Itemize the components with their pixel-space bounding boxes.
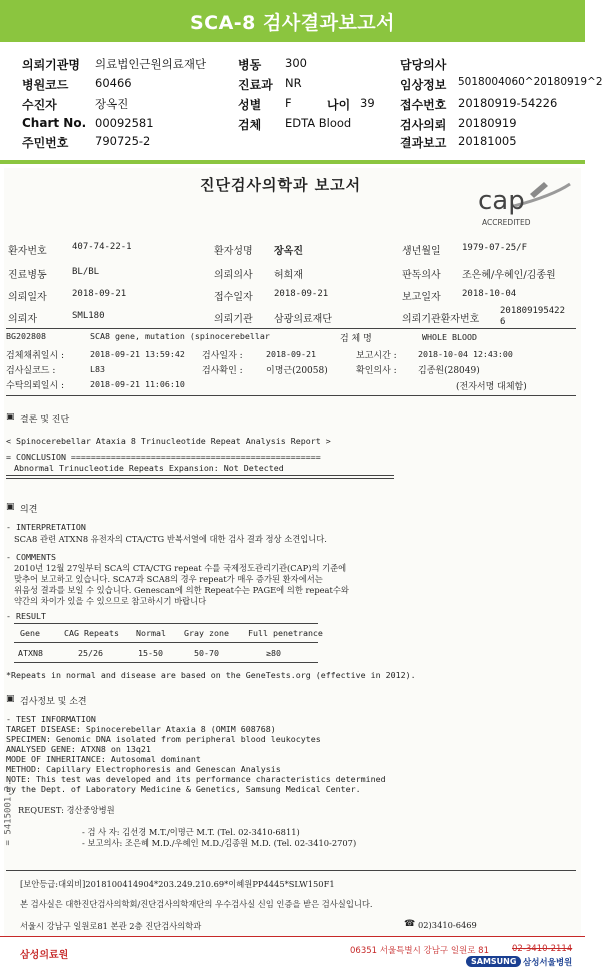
test-info-line: ANALYSED GENE: ATXN8 on 13q21 [6,744,151,754]
info-label: 수진자 [22,98,57,112]
conclusion-head: = CONCLUSION ================================================== [6,452,321,462]
comment-line: 약간의 차이가 있을 수 있으므로 참고하시기 바랍니다 [14,596,207,606]
info-value: 300 [285,56,307,70]
comment-line: 2010년 12월 27일부터 SCA의 CTA/CTG repeat 수를 국제정도관리기관(CAP)의 기준에 [14,563,347,573]
test-info-line: NOTE: This test was developed and its performance characteristics determined [6,774,386,784]
patient-value: 407-74-22-1 [72,242,132,252]
patient-label: 보고일자 [402,292,441,303]
info-label: 접수번호 [400,98,447,112]
report-header [0,0,585,42]
specimen-value: WHOLE BLOOD [422,332,477,342]
security-line: [보안등급:대외비]2018100414904*203.249.210.69*이혜원PP4445*SLW150F1 [20,879,335,889]
test-value: 이명근(20058) [266,366,328,376]
table-cell: 50-70 [194,648,219,658]
footer-tel: 02-3410-2114 [512,944,573,954]
info-label: 성별 [238,98,262,112]
section-bullet-icon: ▣ [6,412,15,422]
patient-label: 환자성명 [214,246,253,257]
section-heading: 의견 [20,505,38,515]
info-value: 장옥진 [95,97,129,111]
info-label: 담당의사 [400,58,447,72]
table-header: CAG Repeats [64,628,119,638]
info-label: 나이 [327,98,351,112]
info-value: 5018004060^20180919^2 [458,76,603,88]
patient-label: 의뢰의사 [214,270,253,281]
cert-line: 본 검사실은 대한진단검사의학회/진단검사의학재단의 우수검사실 신임 인증을 받은 검사실입니다. [20,899,373,909]
test-info-line: - TEST INFORMATION [6,714,96,724]
patient-label: 진료병동 [8,270,47,281]
scanned-report [4,168,581,966]
test-value: 2018-10-04 12:43:00 [418,349,513,359]
info-label: 의뢰기관명 [22,58,80,72]
table-header: Full penetrance [248,628,323,638]
info-label: 검사의뢰 [400,118,447,132]
test-label: 수탁의뢰일시 : [6,381,65,391]
info-label: 주민번호 [22,136,69,150]
phone-icon: ☎ [404,919,416,929]
patient-label: 의뢰일자 [8,292,47,303]
patient-label: 접수일자 [214,292,253,303]
report-subtitle: < Spinocerebellar Ataxia 8 Trinucleotide Repeat Analysis Report > [6,436,331,446]
info-label: 병동 [238,58,262,72]
footer-address: 06351 서울특별시 강남구 일원로 81 [350,946,489,956]
info-value: 790725-2 [95,134,151,148]
info-value: 20180919 [458,116,517,130]
specimen-label: 검 체 명 [340,334,372,344]
patient-value: 6 [500,317,506,327]
test-info-line: by the Dept. of Laboratory Medicine & Genetics, Samsung Medical Center. [6,784,361,794]
comments-head: - COMMENTS [6,552,56,562]
patient-label: 환자번호 [8,246,47,257]
patient-label: 생년월일 [402,246,441,257]
table-header: Gray zone [184,628,229,638]
staff-line: - 검 사 자: 김선경 M.T./이명근 M.T. (Tel. 02-3410-6811) [82,827,300,837]
test-info-line: SPECIMEN: Genomic DNA isolated from peripheral blood leukocytes [6,734,321,744]
test-label: 검사일자 : [202,351,243,361]
info-value: EDTA Blood [285,116,352,130]
comment-line: 맞추어 보고하고 있습니다. SCA7과 SCA8의 경우 repeat가 매우 증가된 환자에서는 [14,574,323,584]
test-code: BG202808 [6,331,46,341]
info-value: F [285,96,292,110]
patient-value: 장옥진 [274,246,303,257]
table-rule [14,642,318,643]
test-label: 검사실코드 : [6,366,56,376]
patient-value: 2018-10-04 [462,289,517,299]
table-rule [14,623,318,624]
info-value: 20180919-54226 [458,96,558,110]
patient-value: 허희재 [274,270,303,281]
info-label: 검체 [238,118,262,132]
request-label: REQUEST: 경산중앙병원 [18,805,115,815]
test-name: SCA8 gene, mutation (spinocerebellar [90,331,270,341]
conclusion-text: Abnormal Trinucleotide Repeats Expansion: Not Detected [14,463,284,473]
info-label: 결과보고 [400,136,447,150]
patient-label: 판독의사 [402,270,441,281]
info-value: 60466 [95,76,132,90]
section-bullet-icon: ▣ [6,502,15,512]
table-cell: ≥80 [266,648,281,658]
info-value: 의료법인근원의료재단 [95,57,207,71]
patient-value: 2018-09-21 [72,289,127,299]
footer-rule [0,936,585,937]
table-cell: 15-50 [138,648,163,658]
table-header: Normal [136,628,166,638]
test-label: 확인의사 : [356,366,397,376]
hospital-logo: 삼성서울병원 [523,958,573,968]
patient-value: 삼광의료재단 [274,314,332,325]
info-value: 39 [360,96,375,110]
section-heading: 결론 및 진단 [20,415,70,425]
section-heading: 검사정보 및 소견 [20,697,87,707]
cap-logo [474,180,574,230]
patient-value: 1979-07-25/F [462,243,528,253]
patient-value: 조은혜/우혜인/김종원 [462,270,556,281]
footer-left: 삼성의료원 [20,950,69,961]
test-info-line: MODE OF INHERITANCE: Autosomal dominant [6,754,201,764]
info-value: 20181005 [458,134,517,148]
info-label: 병원코드 [22,78,69,92]
address-line: 서울시 강남구 일원로81 본관 2층 진단검사의학과 [20,921,202,931]
table-cell: ATXN8 [18,648,43,658]
phone-line: 02)3410-6469 [418,920,477,930]
samsung-logo: SAMSUNG [466,956,521,967]
table-header: Gene [20,628,40,638]
divider [6,328,576,329]
table-cell: 25/26 [78,648,103,658]
info-label: 임상정보 [400,78,447,92]
test-value: 2018-09-21 13:59:42 [90,349,185,359]
patient-value: 201809195422 [500,306,566,316]
cap-accredited: ACCREDITED [482,218,531,227]
esign-note: (전자서명 대체함) [456,382,527,392]
patient-value: 2018-09-21 [274,289,329,299]
table-rule [14,662,318,663]
test-value: 2018-09-21 [266,349,316,359]
info-value: NR [285,76,302,90]
test-info-line: TARGET DISEASE: Spinocerebellar Ataxia 8 (OMIM 608768) [6,724,276,734]
patient-label: 의뢰기관환자번호 [402,314,480,325]
info-value: 00092581 [95,116,154,130]
test-label: 검사확인 : [202,366,243,376]
patient-label: 의뢰기관 [214,314,253,325]
comment-line: 위음성 결과를 보일 수 있습니다. Genescan에 의한 Repeat수는 PAGE에 의한 repeat수와 [14,585,349,595]
info-label: Chart No. [22,116,87,130]
test-value: 김종원(28049) [418,366,480,376]
patient-label: 의뢰자 [8,314,37,325]
interp-head: - INTERPRETATION [6,522,86,532]
divider [6,395,576,396]
interp-text: SCA8 관련 ATXN8 유전자의 CTA/CTG 반복서열에 대한 검사 결과 정상 소견입니다. [14,534,327,544]
test-label: 보고시간 : [356,351,397,361]
staff-line: - 보고의사: 조은혜 M.D./우혜인 M.D./김종원 M.D. (Tel. 02-3410-2707) [82,838,357,848]
test-info-line: METHOD: Capillary Electrophoresis and Genescan Analysis [6,764,281,774]
footer-strip [0,936,585,978]
info-label: 진료과 [238,78,273,92]
divider [6,475,394,479]
patient-value: SML180 [72,311,105,321]
result-head: - RESULT [6,611,46,621]
section-bullet-icon: ▣ [6,694,15,704]
patient-value: BL/BL [72,267,100,277]
test-label: 검체채취일시 : [6,351,65,361]
scan-report-title: 진단검사의학과 보고서 [200,176,362,194]
cap-text: cap [478,186,525,216]
divider [6,870,576,871]
report-title: SCA-8 검사결과보고서 [189,11,396,34]
patient-info-block [0,42,603,164]
margin-number: = 5415001,2. [3,780,14,846]
result-note: *Repeats in normal and disease are based on the GeneTests.org (effective in 2012). [6,670,416,680]
test-value: L83 [90,364,105,374]
test-value: 2018-09-21 11:06:10 [90,379,185,389]
